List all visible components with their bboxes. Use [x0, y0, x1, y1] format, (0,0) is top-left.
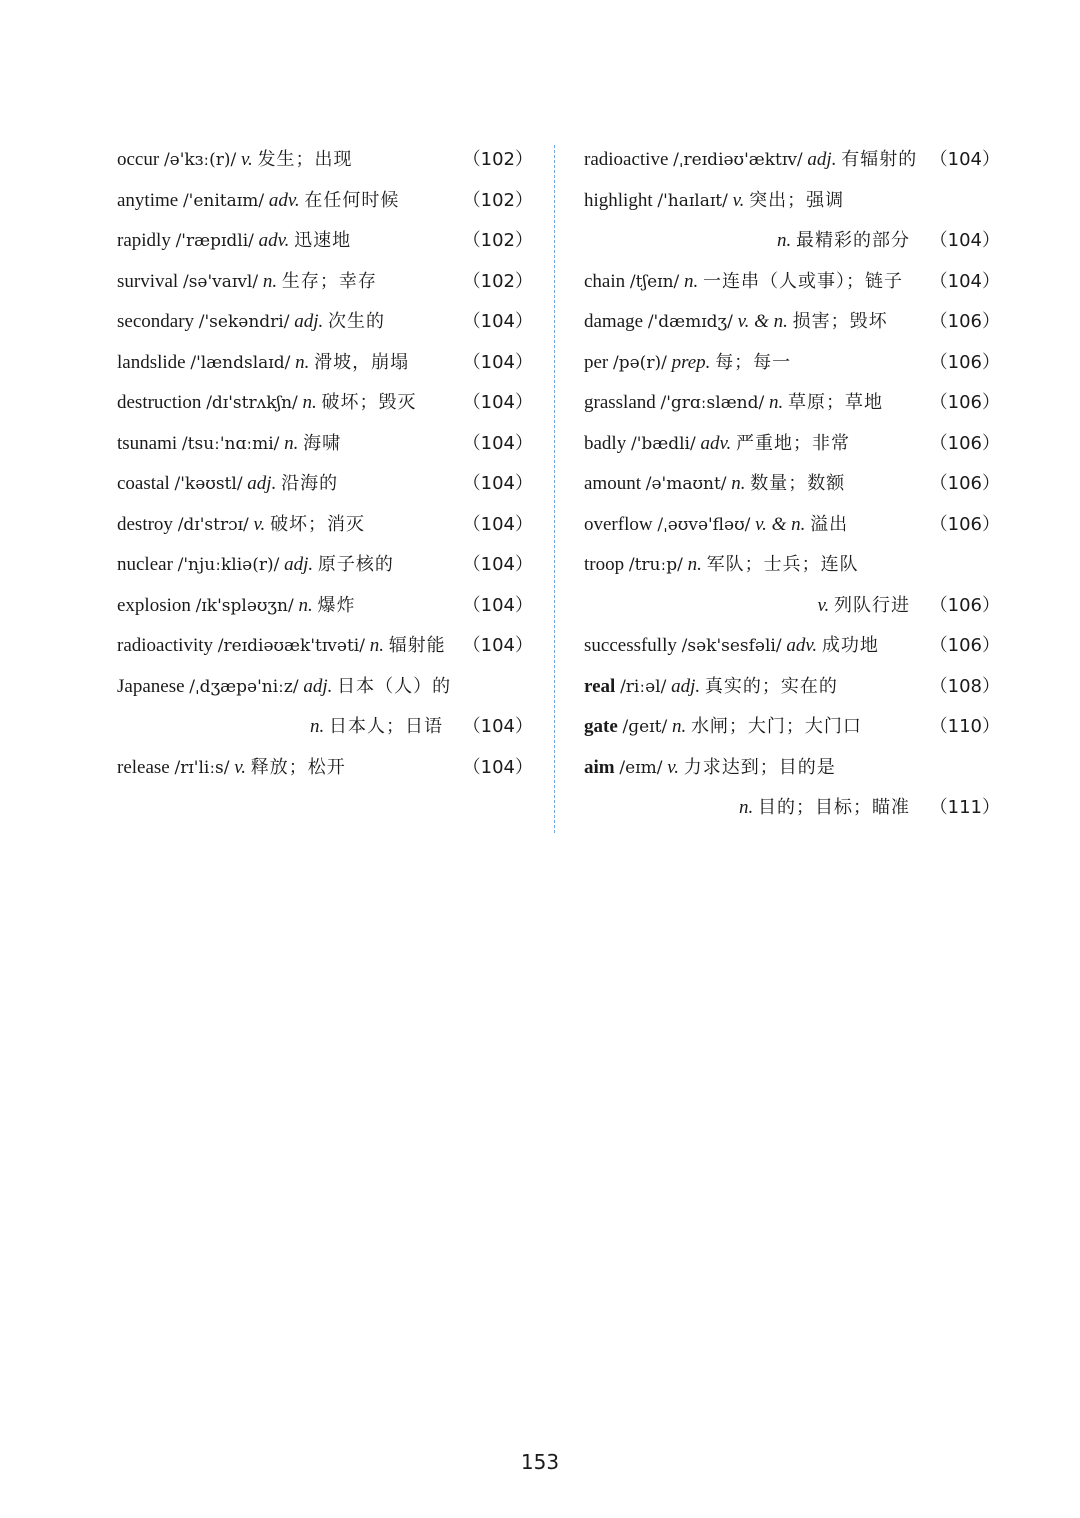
- vocab-entry: [117, 424, 533, 465]
- headword: radioactive: [584, 149, 669, 170]
- chinese-definition: 生存；幸存: [281, 270, 377, 292]
- headword: tsunami: [117, 432, 178, 454]
- phonetic: /pə(r)/: [613, 352, 667, 373]
- part-of-speech: adj.: [294, 311, 324, 332]
- chinese-definition: 严重地；非常: [736, 432, 850, 454]
- chinese-definition: 在任何时候: [304, 189, 400, 211]
- chinese-definition: 力求达到；目的是: [683, 756, 836, 778]
- vocab-entry: [117, 383, 533, 424]
- page-reference: （106）: [929, 513, 1000, 535]
- phonetic: /ˌreɪdiəʊ'æktɪv/: [673, 150, 803, 170]
- phonetic: /'sekəndri/: [198, 312, 290, 332]
- vocab-entry: [117, 221, 533, 262]
- vocab-entry: [117, 626, 533, 667]
- part-of-speech: adj.: [807, 149, 837, 170]
- chinese-definition: 迅速地: [294, 230, 352, 251]
- phonetic: /ɡeɪt/: [622, 717, 668, 737]
- page-reference: （104）: [929, 270, 1000, 292]
- phonetic: /tsuː'nɑːmi/: [181, 433, 280, 454]
- phonetic: /'grɑːslænd/: [660, 393, 765, 413]
- phonetic: /'ræpɪdli/: [175, 231, 254, 251]
- vocab-entry: [117, 262, 533, 303]
- chinese-definition: 辐射能: [388, 635, 446, 656]
- page-reference: （106）: [929, 635, 1000, 656]
- headword: successfully: [584, 635, 677, 656]
- vocab-entry: [117, 343, 533, 384]
- page-reference: （104）: [462, 473, 533, 494]
- page-reference: （104）: [462, 635, 533, 656]
- part-of-speech: v.: [240, 149, 253, 170]
- page-reference: （106）: [929, 432, 1000, 454]
- headword: survival: [117, 270, 179, 292]
- vocab-entry: [117, 464, 533, 505]
- vocab-entry: [584, 748, 1000, 789]
- chinese-definition: 原子核的: [317, 554, 394, 575]
- chinese-definition: 破坏；消灭: [270, 513, 366, 535]
- phonetic: /sək'sesfəli/: [681, 636, 782, 656]
- vocab-column-left: [117, 140, 533, 788]
- headword: overflow: [584, 513, 653, 535]
- chinese-definition: 每；每一: [715, 351, 792, 373]
- headword: explosion: [117, 594, 191, 616]
- phonetic: /ˌdʒæpə'niːz/: [189, 676, 299, 697]
- page-reference: （106）: [929, 392, 1000, 413]
- page-reference: （106）: [929, 473, 1000, 494]
- chinese-definition: 损害；毁坏: [792, 311, 888, 332]
- part-of-speech: v.: [234, 756, 247, 778]
- vocab-entry: [584, 667, 1000, 708]
- part-of-speech: adj.: [303, 675, 333, 697]
- vocab-entry: [584, 181, 1000, 222]
- part-of-speech: v.: [817, 594, 830, 616]
- headword: secondary: [117, 311, 195, 332]
- phonetic: /'njuːkliə(r)/: [177, 555, 280, 575]
- vocab-entry: [584, 505, 1000, 546]
- vocab-entry: [117, 667, 533, 708]
- part-of-speech: adj.: [247, 473, 277, 494]
- vocab-entry: [584, 464, 1000, 505]
- page-reference: （104）: [462, 432, 533, 454]
- vocab-entry: [584, 545, 1000, 586]
- phonetic: /ˌəʊvə'fləʊ/: [657, 514, 751, 535]
- page-reference: （104）: [929, 230, 1000, 251]
- page-reference: （104）: [462, 594, 533, 616]
- vocab-entry: [584, 343, 1000, 384]
- continuation-definition: [310, 707, 443, 748]
- headword: aim: [584, 756, 615, 778]
- phonetic: /riːəl/: [620, 676, 667, 697]
- headword: destruction: [117, 392, 202, 413]
- headword: grassland: [584, 392, 656, 413]
- chinese-definition: 草原；草地: [787, 392, 883, 413]
- vocab-entry: [117, 505, 533, 546]
- headword: damage: [584, 311, 644, 332]
- phonetic: /'bædli/: [630, 433, 696, 454]
- part-of-speech: n.: [671, 716, 687, 737]
- continuation-definition: [739, 788, 910, 829]
- headword: destroy: [117, 513, 173, 535]
- headword: nuclear: [117, 554, 173, 575]
- chinese-definition: 日本（人）的: [337, 675, 452, 697]
- page-reference: （104）: [462, 756, 533, 778]
- headword: badly: [584, 432, 627, 454]
- phonetic: /truːp/: [628, 555, 683, 575]
- vocab-entry-continuation: [117, 707, 533, 748]
- vocab-entry-continuation: [584, 788, 1000, 829]
- page-reference: （108）: [929, 675, 1000, 697]
- phonetic: /'kəʊstl/: [174, 474, 243, 494]
- page-reference: （104）: [462, 513, 533, 535]
- headword: real: [584, 675, 616, 697]
- vocab-entry: [117, 586, 533, 627]
- phonetic: /rɪ'liːs/: [174, 757, 230, 778]
- part-of-speech: adv.: [258, 230, 290, 251]
- part-of-speech: adv.: [700, 432, 732, 454]
- headword: occur: [117, 149, 160, 170]
- part-of-speech: adv.: [268, 189, 300, 211]
- headword: chain: [584, 270, 626, 292]
- page-reference: （104）: [462, 554, 533, 575]
- part-of-speech: n.: [302, 392, 317, 413]
- page-reference: （111）: [929, 797, 1000, 818]
- vocab-entry: [584, 262, 1000, 303]
- vocab-entry: [584, 707, 1000, 748]
- page-reference: （102）: [462, 270, 533, 292]
- chinese-definition: 真实的；实在的: [704, 675, 838, 697]
- chinese-definition: 海啸: [303, 432, 342, 454]
- chinese-definition: 突出；强调: [749, 189, 845, 211]
- part-of-speech: n.: [295, 351, 310, 373]
- chinese-definition: 沿海的: [281, 473, 339, 494]
- chinese-definition: 一连串（人或事）；链子: [703, 270, 904, 292]
- phonetic: /reɪdiəʊæk'tɪvəti/: [217, 636, 365, 656]
- vocab-entry-continuation: [584, 586, 1000, 627]
- continuation-definition: [777, 221, 910, 262]
- vocab-entry: [117, 545, 533, 586]
- part-of-speech: n.: [687, 554, 702, 575]
- vocab-entry: [117, 181, 533, 222]
- headword: troop: [584, 554, 625, 575]
- phonetic: /'enitaɪm/: [182, 190, 265, 211]
- page-number: 153: [520, 1450, 560, 1474]
- headword: per: [584, 351, 609, 373]
- phonetic: /eɪm/: [619, 757, 663, 778]
- phonetic: /tʃeɪn/: [629, 271, 680, 292]
- phonetic: /ɪk'spləʊʒn/: [195, 595, 294, 616]
- phonetic: /dɪ'strɔɪ/: [177, 514, 249, 535]
- page-reference: （104）: [462, 351, 533, 373]
- page-reference: （106）: [929, 594, 1000, 616]
- part-of-speech: n.: [739, 797, 754, 818]
- chinese-definition: 数量；数额: [750, 473, 846, 494]
- chinese-definition: 列队行进: [834, 594, 910, 616]
- phonetic: /dɪ'strʌkʃn/: [206, 393, 298, 413]
- part-of-speech: adv.: [786, 635, 818, 656]
- chinese-definition: 有辐射的: [841, 149, 918, 170]
- headword: radioactivity: [117, 635, 214, 656]
- continuation-definition: [817, 586, 910, 627]
- chinese-definition: 军队；士兵；连队: [706, 554, 859, 575]
- headword: amount: [584, 473, 641, 494]
- part-of-speech: n.: [310, 716, 325, 737]
- page-reference: （110）: [929, 716, 1000, 737]
- chinese-definition: 爆炸: [317, 594, 356, 616]
- part-of-speech: v.: [667, 756, 679, 778]
- chinese-definition: 滑坡，崩塌: [314, 351, 410, 373]
- part-of-speech: n.: [684, 270, 699, 292]
- part-of-speech: v. & n.: [737, 311, 788, 332]
- phonetic: /ə'kɜː(r)/: [163, 150, 237, 170]
- part-of-speech: n.: [731, 473, 746, 494]
- headword: Japanese: [117, 675, 185, 697]
- chinese-definition: 溢出: [810, 513, 849, 535]
- vocab-entry: [584, 302, 1000, 343]
- headword: release: [117, 756, 170, 778]
- page-reference: （104）: [462, 716, 533, 737]
- chinese-definition: 日本人；日语: [329, 716, 443, 737]
- headword: highlight: [584, 189, 653, 211]
- part-of-speech: n.: [777, 230, 792, 251]
- page-reference: （106）: [929, 351, 1000, 373]
- vocab-entry: [584, 383, 1000, 424]
- part-of-speech: prep.: [671, 351, 711, 373]
- part-of-speech: n.: [369, 635, 384, 656]
- part-of-speech: v.: [732, 189, 745, 211]
- headword: rapidly: [117, 230, 171, 251]
- chinese-definition: 释放；松开: [250, 756, 346, 778]
- part-of-speech: v. & n.: [755, 513, 806, 535]
- vocab-entry-continuation: [584, 221, 1000, 262]
- chinese-definition: 破坏；毁灭: [321, 392, 417, 413]
- vocab-column-right: [584, 140, 1000, 829]
- chinese-definition: 成功地: [821, 635, 879, 656]
- chinese-definition: 次生的: [327, 311, 385, 332]
- page-reference: （104）: [929, 149, 1000, 170]
- page-reference: （106）: [929, 311, 1000, 332]
- part-of-speech: n.: [262, 270, 278, 292]
- column-divider: [554, 145, 555, 833]
- page-reference: （102）: [462, 230, 533, 251]
- headword: landslide: [117, 351, 186, 373]
- chinese-definition: 发生；出现: [257, 149, 353, 170]
- chinese-definition: 目的；目标；瞄准: [758, 797, 910, 818]
- phonetic: /sə'vaɪvl/: [182, 271, 259, 292]
- chinese-definition: 最精彩的部分: [796, 230, 910, 251]
- page-reference: （104）: [462, 311, 533, 332]
- vocab-entry: [117, 748, 533, 789]
- page-reference: （104）: [462, 392, 533, 413]
- chinese-definition: 水闸；大门；大门口: [690, 716, 862, 737]
- part-of-speech: n.: [768, 392, 784, 413]
- part-of-speech: n.: [284, 432, 299, 454]
- page-reference: （102）: [462, 189, 533, 211]
- phonetic: /'dæmɪdʒ/: [647, 312, 733, 332]
- phonetic: /ə'maʊnt/: [645, 474, 727, 494]
- page-reference: （102）: [462, 149, 533, 170]
- part-of-speech: adj.: [671, 675, 701, 697]
- headword: anytime: [117, 189, 179, 211]
- vocab-entry: [584, 626, 1000, 667]
- headword: gate: [584, 716, 618, 737]
- phonetic: /'lændslaɪd/: [190, 352, 291, 373]
- part-of-speech: n.: [298, 594, 313, 616]
- vocab-entry: [117, 302, 533, 343]
- part-of-speech: adj.: [284, 554, 314, 575]
- vocab-entry: [584, 424, 1000, 465]
- part-of-speech: v.: [253, 513, 266, 535]
- vocab-entry: [584, 140, 1000, 181]
- phonetic: /'haɪlaɪt/: [657, 190, 728, 211]
- headword: coastal: [117, 473, 170, 494]
- vocab-entry: [117, 140, 533, 181]
